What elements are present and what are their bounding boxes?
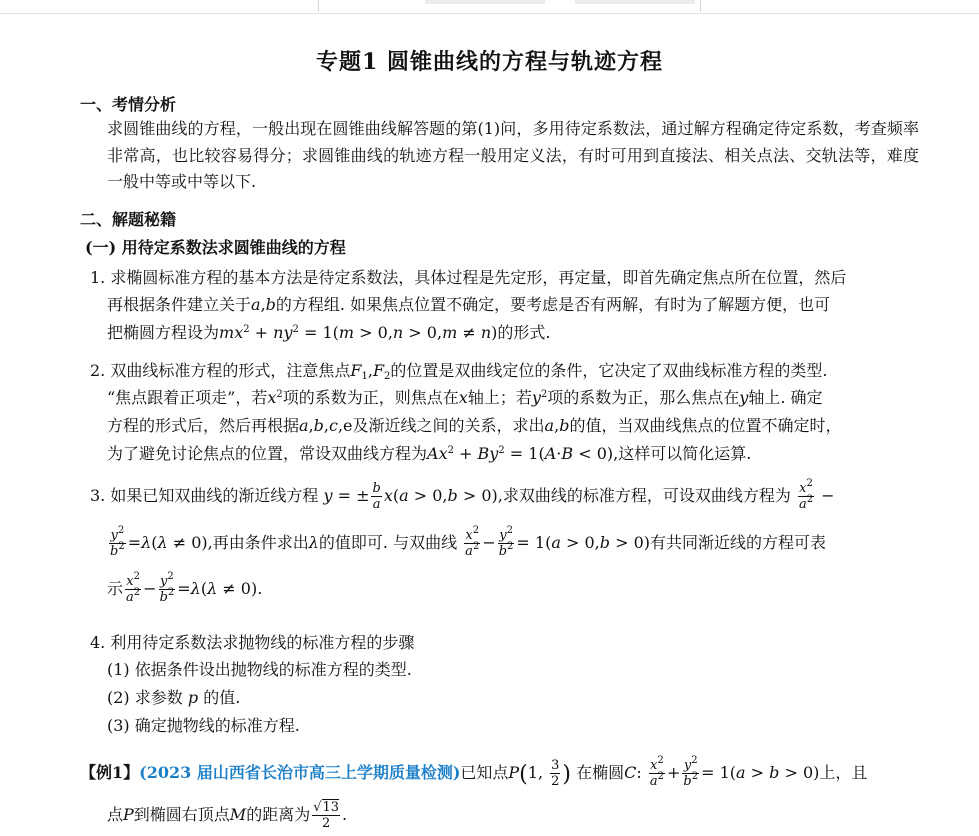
section-heading-methods: 二、解题秘籍 <box>80 210 177 229</box>
section-heading-analysis: 一、考情分析 <box>80 95 177 114</box>
ruler-tick <box>318 0 319 12</box>
item2-line2: “焦点跟着正项走”，若$x^2$项的系数为正，则焦点在x轴上；若$y^2$项的系数为正，那么焦点在y轴上. 确定 <box>107 388 823 407</box>
page-tab-marker <box>575 0 695 4</box>
ruler-tick <box>700 0 701 12</box>
item3-line1: 3. 如果已知双曲线的渐近线方程 y = ± $\frac{b}{a}$ x(a > 0,b > 0),求双曲线的标准方程，可设双曲线方程为 $\frac{x^2}{a^2}$ − <box>90 478 835 512</box>
item2-line4: 为了避免讨论焦点的位置，常设双曲线方程为$Ax^2 + By^2 = 1(A\cdot B < 0)$,这样可以简化运算. <box>107 444 752 463</box>
example-label: 【例1】 <box>80 763 140 782</box>
item2-line1: 2. 双曲线标准方程的形式，注意焦点$F_1,F_2$的位置是双曲线定位的条件，它决定了双曲线标准方程的类型. <box>90 361 828 382</box>
example-source: (2023 届山西省长治市高三上学期质量检测) <box>139 763 461 782</box>
page-top-edge <box>0 0 979 14</box>
example-line1: 【例1】(2023 届山西省长治市高三上学期质量检测)已知点P(1, $\frac{3}{2}$ ) 在椭圆C: $\frac{x^2}{a^2}$ + $\frac{y^2}{b^2}$ = 1(a > b > 0)上，且 <box>80 755 868 789</box>
example-line2: 点P到椭圆右顶点M的距离为 $\frac{√13}{2}$ . <box>107 800 348 831</box>
subsection-heading: (一) 用待定系数法求圆锥曲线的方程 <box>85 238 346 257</box>
doc-title: 专题1 圆锥曲线的方程与轨迹方程 <box>316 49 663 75</box>
item1-line3: 把椭圆方程设为$mx^2 + ny^2 = 1(m > 0,n > 0,m \ne n)$的形式. <box>107 323 551 342</box>
item3-line3: 示 $\frac{x^2}{a^2}$ − $\frac{y^2}{b^2}$ =λ(λ ≠ 0). <box>107 571 263 605</box>
item4-step2: (2) 求参数 p 的值. <box>107 688 241 707</box>
item1-line2: 再根据条件建立关于a,b的方程组. 如果焦点位置不确定，要考虑是否有两解，有时为了解题方便，也可 <box>107 295 831 314</box>
item4-line1: 4. 利用待定系数法求抛物线的标准方程的步骤 <box>90 633 415 652</box>
item4-step3: (3) 确定抛物线的标准方程. <box>107 716 300 735</box>
item4-step1: (1) 依据条件设出抛物线的标准方程的类型. <box>107 660 412 679</box>
page-tab-marker <box>425 0 545 4</box>
item1-line1: 1. 求椭圆标准方程的基本方法是待定系数法，具体过程是先定形，再定量，即首先确定焦点所在位置，然后 <box>90 268 847 287</box>
item3-line2: $\frac{y^2}{b^2}$ =λ(λ ≠ 0),再由条件求出λ的值即可. 与双曲线 $\frac{x^2}{a^2}$ − $\frac{y^2}{b^2}$ = 1(a > 0,b > 0)有共同渐近线的方程可表 <box>110 525 826 559</box>
analysis-paragraph: 求圆锥曲线的方程，一般出现在圆锥曲线解答题的第(1)问，多用待定系数法，通过解方程确定待定系数，考查频率非常高，也比较容易得分；求圆锥曲线的轨迹方程一般用定义法，有时可用到直接法、相关点法、交轨法等，难度一般中等或中等以下. <box>107 119 919 191</box>
item2-line3: 方程的形式后，然后再根据a,b,c,e及渐近线之间的关系，求出a,b的值，当双曲线焦点的位置不确定时， <box>107 416 842 435</box>
